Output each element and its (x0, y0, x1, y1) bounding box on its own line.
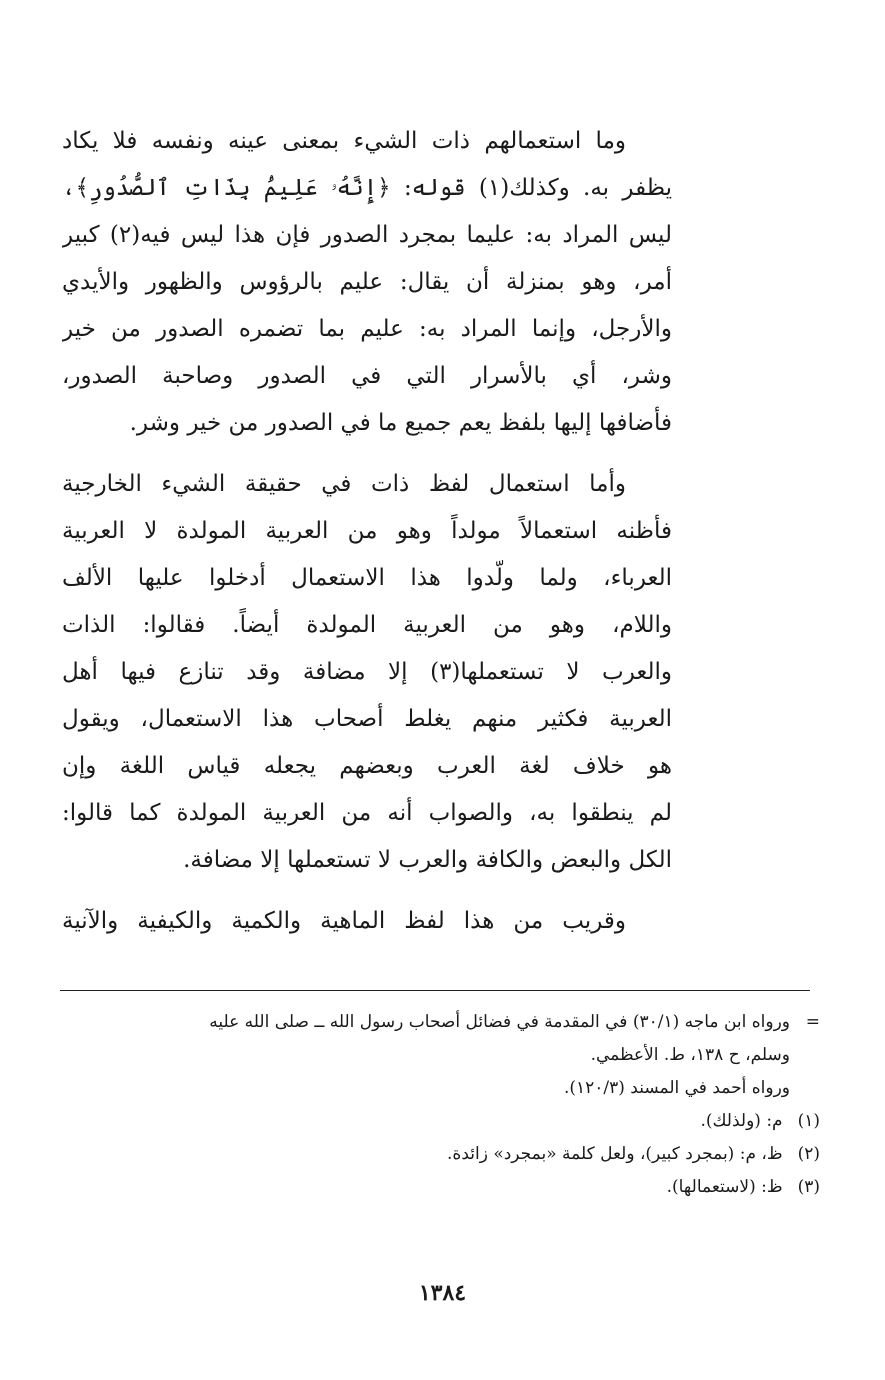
paragraph-3 (62, 898, 672, 945)
text-line: هو خلاف لغة العرب وبعضهم يجعله قياس اللغة وإن (62, 753, 672, 779)
text-line: وشر، أي بالأسرار التي في الصدور وصاحبة الصدور، (62, 363, 672, 389)
text-line: والعرب لا تستعملها(٣) إلا مضافة وقد تنازع فيها أهل (62, 659, 672, 685)
paragraph-2 (62, 461, 672, 884)
text-line: وأما استعمال لفظ ذات في حقيقة الشيء الخارجية (62, 471, 626, 497)
paragraph-gap (62, 447, 672, 461)
text-line: ليس المراد به: عليما بمجرد الصدور فإن هذا ليس فيه(٢) كبير (62, 222, 672, 248)
footnotes (60, 1006, 820, 1204)
text-line: واللام، وهو من العربية المولدة أيضاً. فقالوا: الذات (62, 612, 672, 638)
footnote-number: (٢) (797, 1144, 820, 1164)
footnote-number: (١) (797, 1111, 820, 1131)
footnote-continuation-line: وسلم، ح ١٣٨، ط. الأعظمي. (590, 1045, 790, 1065)
footnote-1 (60, 1105, 820, 1138)
text-line: يظفر به. وكذلك(١) قوله: ﴿إِنَّهُۥ عَلِيمُۢ بِذَاتِ ٱلصُّدُورِ﴾، (62, 175, 672, 201)
footnote-continuation-line: ورواه أحمد في المسند (١٢٠/٣). (563, 1078, 790, 1098)
text-line: والأرجل، وإنما المراد به: عليم بما تضمره الصدور من خير (62, 316, 672, 342)
footnote-text: ظ: (لاستعمالها). (666, 1177, 783, 1197)
footnote-text: ظ، م: (بمجرد كبير)، ولعل كلمة «بمجرد» زائدة. (447, 1144, 783, 1164)
footnote-text: م: (ولذلك). (700, 1111, 783, 1131)
continuation-mark: = (805, 1012, 820, 1032)
text-line: فأظنه استعمالاً مولداً وهو من العربية المولدة لا العربية (62, 518, 672, 544)
footnote-2 (60, 1138, 820, 1171)
text-line: الكل والبعض والكافة والعرب لا تستعملها إلا مضافة. (183, 847, 672, 873)
text-line: وقريب من هذا لفظ الماهية والكمية والكيفية والآنية (62, 908, 626, 934)
text-line: العربية فكثير منهم يغلط أصحاب هذا الاستعمال، ويقول (62, 706, 672, 732)
text-line: أمر، وهو بمنزلة أن يقال: عليم بالرؤوس والظهور والأيدي (62, 269, 672, 295)
text-line: لم ينطقوا به، والصواب أنه من العربية المولدة كما قالوا: (62, 800, 672, 826)
footnote-3 (60, 1171, 820, 1204)
footnote-number: (٣) (797, 1177, 820, 1197)
footnote-separator (60, 990, 810, 991)
footnote-continuation-line (60, 1006, 820, 1039)
page-number: ١٣٨٤ (418, 1280, 467, 1306)
footnote-text: ورواه ابن ماجه (٣٠/١) في المقدمة في فضائل أصحاب رسول الله ــ صلى الله عليه (209, 1012, 790, 1032)
paragraph-gap (62, 884, 672, 898)
text-line: وما استعمالهم ذات الشيء بمعنى عينه ونفسه فلا يكاد (62, 128, 626, 154)
main-text (62, 118, 672, 945)
paragraph-1 (62, 118, 672, 447)
text-line: فأضافها إليها بلفظ يعم جميع ما في الصدور من خير وشر. (129, 410, 672, 436)
text-line: العرباء، ولما ولّدوا هذا الاستعمال أدخلوا عليها الألف (62, 565, 672, 591)
